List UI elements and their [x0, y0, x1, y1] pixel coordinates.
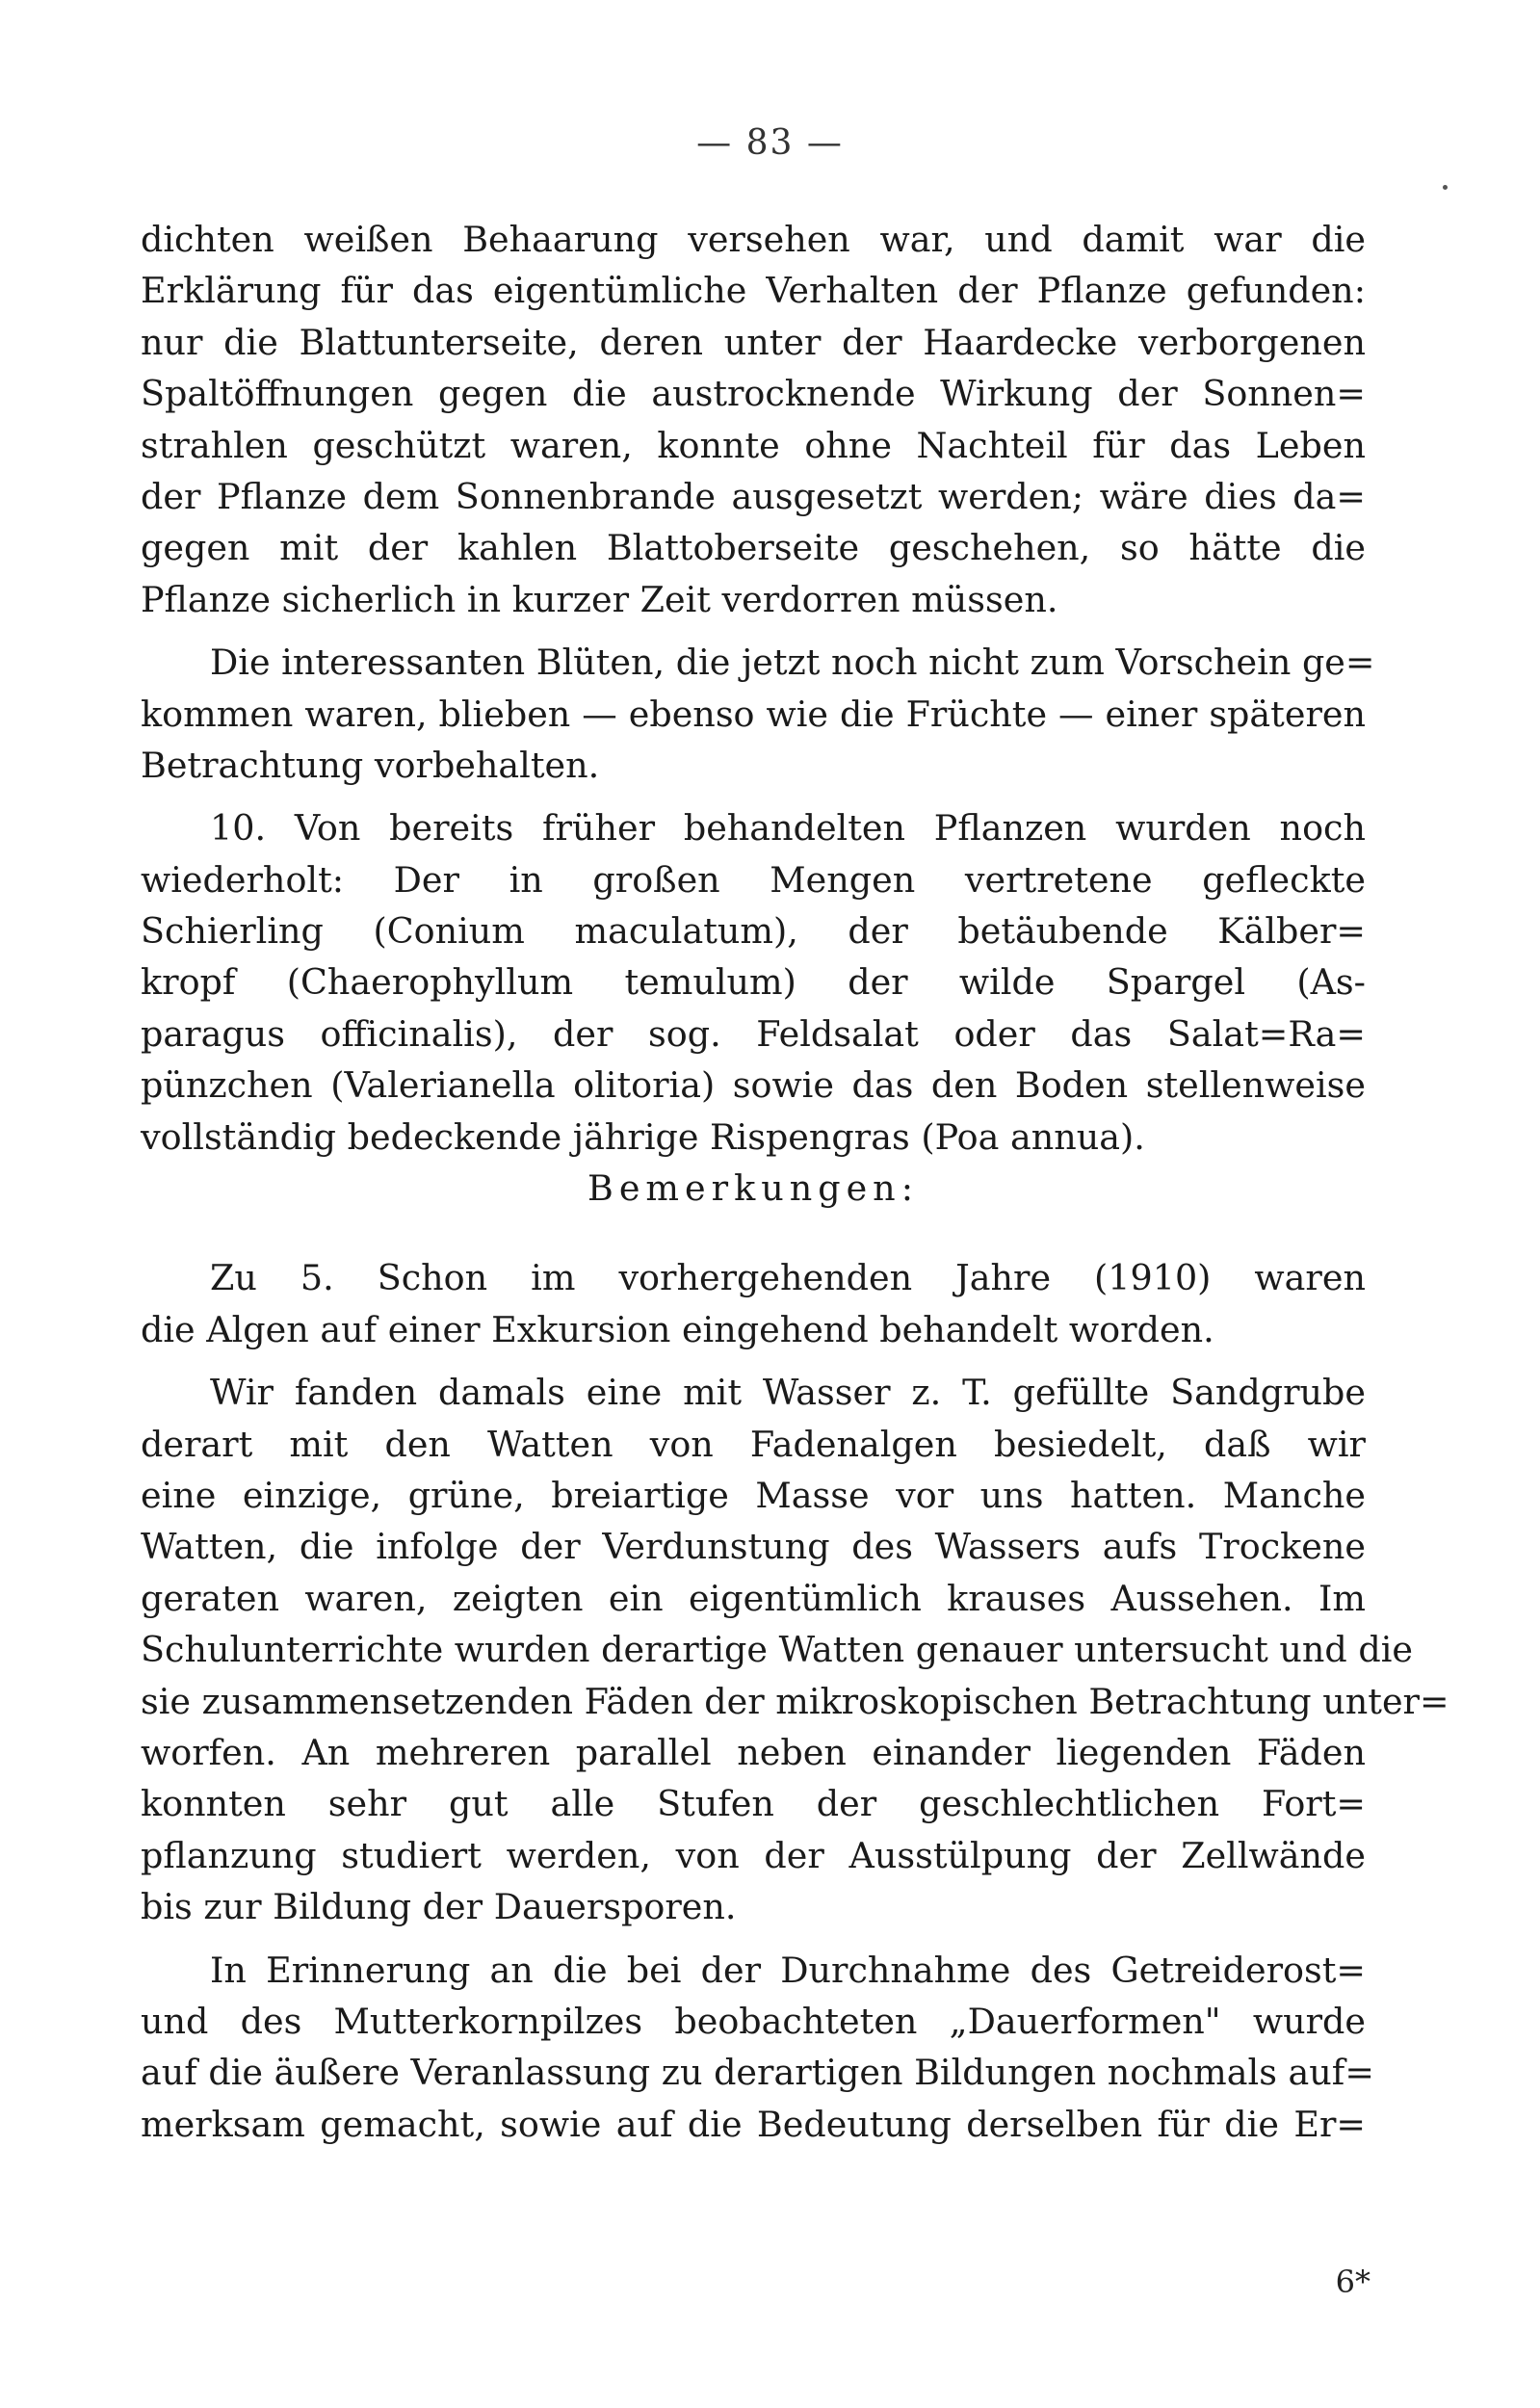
text-line: derart mit den Watten von Fadenalgen besiedelt, daß wir — [141, 1423, 1366, 1465]
text-line: gegen mit der kahlen Blattoberseite geschehen, so hätte die — [141, 527, 1366, 569]
text-line: bis zur Bildung der Dauersporen. — [141, 1886, 737, 1928]
text-line: strahlen geschützt waren, konnte ohne Nachteil für das Leben — [141, 424, 1366, 466]
text-line: Wir fanden damals eine mit Wasser z. T. gefüllte Sandgrube — [210, 1372, 1366, 1414]
text-line: Schierling (Conium maculatum), der betäubende Kälber= — [141, 910, 1366, 953]
page-number: — 83 — — [696, 123, 844, 163]
text-line: In Erinnerung an die bei der Durchnahme des Getreiderost= — [210, 1949, 1366, 1991]
paragraph-1 — [141, 214, 1366, 625]
text-line: Schulunterrichte wurden derartige Watten genauer untersucht und die — [141, 1629, 1413, 1671]
text-line: wiederholt: Der in großen Mengen vertretene gefleckte — [141, 858, 1366, 901]
paragraph-2 — [141, 637, 1375, 791]
text-line: pflanzung studiert werden, von der Ausstülpung der Zellwände — [141, 1834, 1366, 1876]
text-line: und des Mutterkornpilzes beobachteten „Dauerformen" wurde — [141, 2000, 1366, 2042]
text-line: eine einzige, grüne, breiartige Masse vor uns hatten. Manche — [141, 1474, 1366, 1516]
text-line: geraten waren, zeigten ein eigentümlich krauses Aussehen. Im — [141, 1577, 1366, 1619]
text-line: paragus officinalis), der sog. Feldsalat oder das Salat=Ra= — [141, 1012, 1366, 1055]
text-line: merksam gemacht, sowie auf die Bedeutung derselben für die Er= — [141, 2103, 1366, 2145]
text-line: worfen. An mehreren parallel neben einander liegenden Fäden — [141, 1731, 1366, 1773]
signature-mark: 6* — [1335, 2264, 1370, 2300]
text-line: sie zusammensetzenden Fäden der mikroskopischen Betrachtung unter= — [141, 1680, 1449, 1722]
text-line: vollständig bedeckende jährige Rispengras (Poa annua). — [141, 1115, 1145, 1158]
section-heading: Bemerkungen: — [587, 1167, 919, 1210]
paragraph-3 — [141, 802, 1366, 1163]
remark-paragraph-2 — [141, 1367, 1449, 1932]
text-line: Pflanze sicherlich in kurzer Zeit verdorren müssen. — [141, 578, 1058, 620]
remark-paragraph-3 — [141, 1945, 1374, 2151]
text-line: Zu 5. Schon im vorhergehenden Jahre (1910) waren — [210, 1257, 1366, 1299]
text-line: Erklärung für das eigentümliche Verhalten der Pflanze gefunden: — [141, 270, 1366, 312]
text-line: der Pflanze dem Sonnenbrande ausgesetzt werden; wäre dies da= — [141, 475, 1366, 517]
text-line: pünzchen (Valerianella olitoria) sowie das den Boden stellenweise — [141, 1064, 1366, 1107]
text-line: kropf (Chaerophyllum temulum) der wilde Spargel (As- — [141, 961, 1366, 1004]
text-line: dichten weißen Behaarung versehen war, und damit war die — [141, 219, 1366, 260]
text-line: die Algen auf einer Exkursion eingehend behandelt worden. — [141, 1308, 1214, 1350]
text-line: Watten, die infolge der Verdunstung des Wassers aufs Trockene — [141, 1526, 1366, 1568]
text-line: Betrachtung vorbehalten. — [141, 744, 600, 786]
text-line: konnten sehr gut alle Stufen der geschlechtlichen Fort= — [141, 1783, 1366, 1825]
page-body — [141, 214, 1449, 2150]
ink-speck — [1443, 185, 1448, 190]
text-line: 10. Von bereits früher behandelten Pflanzen wurden noch — [210, 807, 1366, 850]
text-line: Spaltöffnungen gegen die austrocknende Wirkung der Sonnen= — [141, 373, 1366, 415]
remark-paragraph-1 — [141, 1252, 1366, 1355]
text-line: kommen waren, blieben — ebenso wie die Früchte — einer späteren — [141, 693, 1366, 735]
text-line: nur die Blattunterseite, deren unter der Haardecke verborgenen — [141, 321, 1366, 363]
text-line: auf die äußere Veranlassung zu derartigen Bildungen nochmals auf= — [141, 2052, 1374, 2094]
text-line: Die interessanten Blüten, die jetzt noch nicht zum Vorschein ge= — [210, 641, 1375, 684]
